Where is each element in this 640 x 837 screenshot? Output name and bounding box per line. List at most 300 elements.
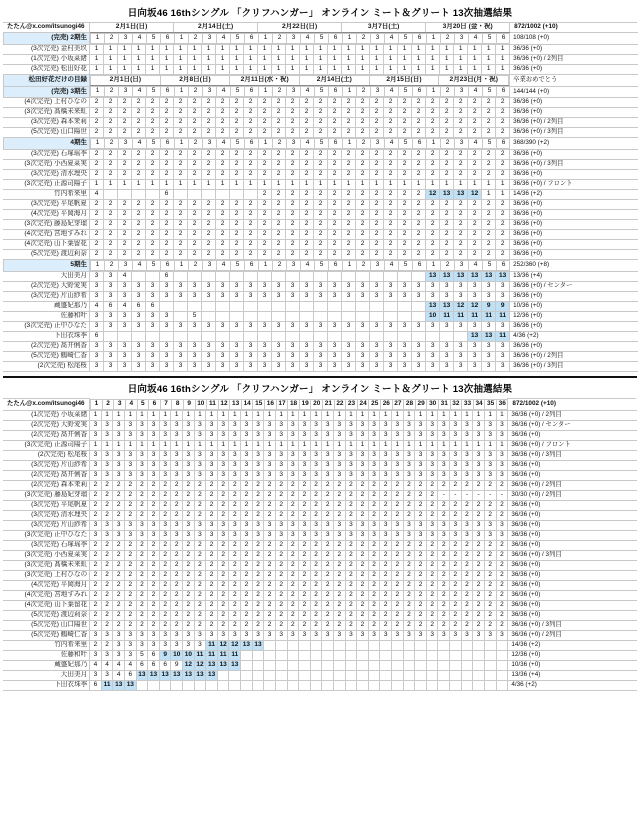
slot-cell: 11 <box>454 312 468 322</box>
slot-cell: 2 <box>188 250 202 260</box>
slot-cell: 1 <box>146 55 160 65</box>
slot-cell: 2 <box>258 108 272 118</box>
slot-cell: 2 <box>468 240 482 250</box>
column-number: 3 <box>455 139 469 149</box>
results-table-top <box>3 22 638 372</box>
slot-cell: 2 <box>90 620 102 630</box>
slot-cell: 3 <box>468 342 482 352</box>
slot-cell: 3 <box>148 470 160 480</box>
slot-cell: 2 <box>370 160 384 170</box>
slot-cell: 3 <box>484 630 496 640</box>
slot-cell: 2 <box>473 560 485 570</box>
member-total: 36/36 (+0) <box>508 510 637 520</box>
slot-cell: 2 <box>272 190 286 200</box>
slot-cell: 2 <box>230 98 244 108</box>
member-total: 36/36 (+0) <box>508 430 637 440</box>
table-row <box>4 272 638 282</box>
slot-cell: 2 <box>392 610 404 620</box>
slot-cell: 3 <box>241 420 253 430</box>
slot-cell: 2 <box>473 510 485 520</box>
slot-cell: 2 <box>450 620 462 630</box>
slot-cell <box>202 332 216 342</box>
slot-cell: 3 <box>272 282 286 292</box>
slot-cell <box>380 670 392 680</box>
slot-cell: 3 <box>272 352 286 362</box>
slot-cell: 1 <box>258 65 272 75</box>
slot-cell: 1 <box>244 65 258 75</box>
member-total: 36/36 (+0) <box>508 530 637 540</box>
slot-cell <box>342 332 356 342</box>
slot-cell <box>496 680 508 690</box>
slot-cell: 3 <box>496 342 510 352</box>
slot-cell: 2 <box>392 580 404 590</box>
slot-cell: 3 <box>287 450 299 460</box>
slot-cell: 3 <box>194 520 206 530</box>
slot-cell: 11 <box>101 680 113 690</box>
slot-cell: 2 <box>426 118 440 128</box>
table-row <box>4 670 637 680</box>
slot-cell: 1 <box>188 180 202 190</box>
slot-cell: 3 <box>252 470 264 480</box>
slot-cell: 2 <box>275 500 287 510</box>
slot-cell: 2 <box>90 550 102 560</box>
slot-cell: 3 <box>118 342 132 352</box>
slot-cell: 3 <box>272 362 286 372</box>
slot-cell: 1 <box>264 410 276 420</box>
slot-cell: 2 <box>398 118 412 128</box>
column-number: 4 <box>133 34 147 44</box>
slot-cell: 2 <box>244 210 258 220</box>
slot-cell: 2 <box>287 510 299 520</box>
member-total: 36/36 (+0) <box>508 590 637 600</box>
slot-cell: 2 <box>328 150 342 160</box>
slot-cell: 1 <box>482 45 496 55</box>
slot-cell: 2 <box>368 560 380 570</box>
slot-cell: 2 <box>450 590 462 600</box>
column-number: 2 <box>105 34 119 44</box>
group-total-3ki: 144/144 (+0) <box>510 86 638 98</box>
slot-cell <box>450 680 462 690</box>
slot-cell: 3 <box>368 520 380 530</box>
slot-cell: 3 <box>160 312 174 322</box>
slot-cell: 2 <box>440 150 454 160</box>
slot-cell: 1 <box>159 410 171 420</box>
slot-cell: 2 <box>482 170 496 180</box>
slot-cell: 2 <box>403 540 415 550</box>
slot-cell <box>264 670 276 680</box>
slot-cell: 2 <box>104 250 118 260</box>
slot-cell: 3 <box>275 470 287 480</box>
slot-cell: 1 <box>188 55 202 65</box>
slot-cell <box>450 660 462 670</box>
slot-cell: 1 <box>188 45 202 55</box>
slot-cell: 2 <box>275 510 287 520</box>
slot-cell: 2 <box>229 540 241 550</box>
slot-cell: 1 <box>438 440 450 450</box>
slot-cell: 3 <box>440 292 454 302</box>
column-number: 12 <box>218 399 230 409</box>
slot-cell: 3 <box>300 362 314 372</box>
slot-cell: 2 <box>160 170 174 180</box>
slot-cell: 3 <box>171 530 183 540</box>
slot-cell: 1 <box>244 45 258 55</box>
page-title-bottom: 日向坂46 16thシングル 「クリフハンガー」 オンライン ミート＆グリート 13次抽選結果 <box>127 384 513 395</box>
slot-cell: 3 <box>244 292 258 302</box>
slot-cell: 2 <box>216 150 230 160</box>
slot-cell: 2 <box>258 170 272 180</box>
slot-cell: 2 <box>264 490 276 500</box>
slot-cell: 2 <box>159 590 171 600</box>
slot-cell: 2 <box>450 480 462 490</box>
column-number: 29 <box>415 399 427 409</box>
slot-cell: 13 <box>440 272 454 282</box>
slot-cell: 1 <box>275 410 287 420</box>
slot-cell: 2 <box>333 610 345 620</box>
slot-cell: 2 <box>136 610 148 620</box>
slot-cell: 3 <box>403 420 415 430</box>
slot-cell: 2 <box>473 570 485 580</box>
slot-cell: 2 <box>171 610 183 620</box>
slot-cell: 2 <box>206 490 218 500</box>
slot-cell: 2 <box>345 590 357 600</box>
slot-cell: 13 <box>426 272 440 282</box>
slot-cell: 2 <box>299 480 311 490</box>
slot-cell: 2 <box>438 620 450 630</box>
slot-cell: 2 <box>342 220 356 230</box>
slot-cell: 3 <box>101 520 113 530</box>
slot-cell: 2 <box>496 570 508 580</box>
member-name: (2次完売) 松尾桜 <box>4 362 90 372</box>
slot-cell: 3 <box>403 530 415 540</box>
slot-cell <box>241 680 253 690</box>
slot-cell: 2 <box>461 540 473 550</box>
slot-cell: 3 <box>216 342 230 352</box>
column-number: 6 <box>245 139 259 149</box>
slot-cell: 1 <box>258 45 272 55</box>
slot-cell: 2 <box>426 220 440 230</box>
column-number: 35 <box>485 399 497 409</box>
column-number: 13 <box>230 399 242 409</box>
slot-cell <box>484 670 496 680</box>
slot-cell: 2 <box>426 580 438 590</box>
column-number: 6 <box>149 399 161 409</box>
slot-cell: 3 <box>380 460 392 470</box>
slot-cell: 2 <box>310 590 322 600</box>
column-number: 6 <box>413 139 427 149</box>
slot-cell: 3 <box>113 430 125 440</box>
slot-cell: 3 <box>370 362 384 372</box>
member-total: 36/36 (+0) / 2列目 <box>510 352 638 362</box>
table-row <box>4 540 637 550</box>
slot-cell: 2 <box>287 580 299 590</box>
slot-cell: 2 <box>370 170 384 180</box>
slot-cell: 2 <box>403 610 415 620</box>
slot-cell: 1 <box>230 55 244 65</box>
slot-cell: 2 <box>272 118 286 128</box>
slot-cell: 2 <box>380 580 392 590</box>
column-number: 6 <box>413 34 427 44</box>
slot-cell: 2 <box>342 118 356 128</box>
slot-cell: 2 <box>454 118 468 128</box>
slot-cell: 2 <box>356 160 370 170</box>
slot-cell: 2 <box>159 560 171 570</box>
slot-cell: 2 <box>159 510 171 520</box>
table-row <box>4 440 637 450</box>
slot-cell: 2 <box>229 500 241 510</box>
slot-cell: 2 <box>90 580 102 590</box>
slot-cell: 2 <box>454 98 468 108</box>
slot-cell: 2 <box>194 480 206 490</box>
slot-cell: 2 <box>188 160 202 170</box>
column-number: 5 <box>483 34 497 44</box>
slot-cell: 3 <box>160 322 174 332</box>
slot-cell: 6 <box>136 660 148 670</box>
slot-cell: 3 <box>426 630 438 640</box>
slot-cell: 2 <box>118 250 132 260</box>
slot-cell: 2 <box>426 480 438 490</box>
slot-cell: 2 <box>482 160 496 170</box>
slot-cell: 2 <box>148 540 160 550</box>
slot-cell: 1 <box>370 180 384 190</box>
slot-cell: 2 <box>258 200 272 210</box>
slot-cell <box>473 680 485 690</box>
slot-cell: 3 <box>454 282 468 292</box>
table-row <box>4 200 638 210</box>
slot-cell: 2 <box>368 570 380 580</box>
slot-cell: 3 <box>90 342 104 352</box>
slot-cell: 3 <box>412 322 426 332</box>
slot-cell: 3 <box>403 520 415 530</box>
slot-cell: 1 <box>426 45 440 55</box>
slot-cell: 2 <box>392 590 404 600</box>
slot-cell: 2 <box>482 150 496 160</box>
slot-cell: 3 <box>287 520 299 530</box>
slot-cell: 2 <box>146 98 160 108</box>
member-total: 36/36 (+0) <box>510 250 638 260</box>
member-name: (3次完売) 小西夏菜実 <box>4 550 90 560</box>
table-row <box>4 190 638 200</box>
slot-cell: 2 <box>328 230 342 240</box>
slot-cell: 1 <box>496 55 510 65</box>
slot-cell: 2 <box>217 600 229 610</box>
slot-cell: 2 <box>412 210 426 220</box>
slot-cell: 2 <box>328 170 342 180</box>
slot-cell: 3 <box>146 342 160 352</box>
column-number: 14 <box>241 399 253 409</box>
slot-cell: 2 <box>194 610 206 620</box>
slot-cell: 2 <box>368 600 380 610</box>
slot-cell: 2 <box>370 200 384 210</box>
table-row <box>4 430 637 440</box>
slot-cell: 3 <box>368 460 380 470</box>
slot-cell: 2 <box>171 490 183 500</box>
slot-cell: 2 <box>160 220 174 230</box>
slot-cell <box>230 312 244 322</box>
slot-cell: 4 <box>101 660 113 670</box>
slot-cell: 1 <box>217 440 229 450</box>
table-row <box>4 45 638 55</box>
slot-cell: 1 <box>160 55 174 65</box>
slot-cell: 13 <box>241 640 253 650</box>
column-number: 4 <box>133 139 147 149</box>
slot-cell: 2 <box>160 160 174 170</box>
slot-cell: 2 <box>403 510 415 520</box>
slot-cell: 2 <box>415 570 427 580</box>
slot-cell: 2 <box>392 570 404 580</box>
column-number: 4 <box>217 34 231 44</box>
slot-cell: 2 <box>310 570 322 580</box>
table-row <box>4 450 637 460</box>
slot-cell: 3 <box>412 352 426 362</box>
slot-cell: 2 <box>426 128 440 138</box>
slot-cell: 1 <box>125 440 137 450</box>
slot-cell: 3 <box>496 520 508 530</box>
slot-cell <box>392 680 404 690</box>
slot-cell: 3 <box>357 470 369 480</box>
member-name: (5次完売) 鶴崎仁香 <box>4 630 90 640</box>
slot-cell: 4 <box>90 302 104 312</box>
slot-cell: 9 <box>171 660 183 670</box>
slot-cell: 3 <box>357 520 369 530</box>
column-number: 3 <box>119 261 133 271</box>
column-number: 26 <box>381 399 393 409</box>
slot-cell <box>333 650 345 660</box>
slot-cell: 2 <box>342 128 356 138</box>
slot-cell: 3 <box>217 420 229 430</box>
slot-cell: 3 <box>136 530 148 540</box>
slot-cell: 3 <box>380 420 392 430</box>
slot-cell: 3 <box>171 450 183 460</box>
slot-cell <box>217 670 229 680</box>
slot-cell: 1 <box>370 55 384 65</box>
slot-cell: 3 <box>415 630 427 640</box>
slot-cell <box>380 660 392 670</box>
slot-cell: 3 <box>183 630 195 640</box>
column-number: 5 <box>315 87 329 97</box>
slot-cell: 1 <box>461 410 473 420</box>
slot-cell: 2 <box>461 560 473 570</box>
slot-cell: 2 <box>426 230 440 240</box>
slot-cell: 2 <box>244 108 258 118</box>
slot-cell: 2 <box>368 590 380 600</box>
slot-cell: 2 <box>370 190 384 200</box>
slot-cell: 3 <box>264 520 276 530</box>
slot-cell: 3 <box>398 282 412 292</box>
member-name: (3次完売) 正源司陽子 <box>4 180 90 190</box>
slot-cell: 2 <box>194 490 206 500</box>
slot-cell: 1 <box>206 440 218 450</box>
slot-cell: 2 <box>229 590 241 600</box>
slot-cell: 2 <box>90 570 102 580</box>
slot-cell: 3 <box>496 430 508 440</box>
slot-cell: 3 <box>299 420 311 430</box>
slot-cell: 2 <box>286 108 300 118</box>
table-row <box>4 292 638 302</box>
slot-cell: 3 <box>101 530 113 540</box>
slot-cell: 1 <box>392 440 404 450</box>
column-number: 4 <box>469 34 483 44</box>
slot-cell: 2 <box>202 160 216 170</box>
slot-cell <box>272 312 286 322</box>
column-number: 2 <box>102 399 114 409</box>
slot-cell: 2 <box>275 610 287 620</box>
slot-cell: 2 <box>272 230 286 240</box>
slot-cell: 2 <box>241 610 253 620</box>
page-title-top: 日向坂46 16thシングル 「クリフハンガー」 オンライン ミート＆グリート 13次抽選結果 <box>127 8 513 19</box>
slot-cell: 3 <box>229 530 241 540</box>
slot-cell: 3 <box>183 420 195 430</box>
slot-cell: 1 <box>230 65 244 75</box>
column-number: 27 <box>392 399 404 409</box>
slot-cell <box>132 190 146 200</box>
slot-cell: 2 <box>426 550 438 560</box>
slot-cell: 3 <box>275 630 287 640</box>
slot-cell: 3 <box>322 470 334 480</box>
slot-cell: 11 <box>206 650 218 660</box>
slot-cell: 3 <box>252 450 264 460</box>
slot-cell: 2 <box>229 480 241 490</box>
slot-cell: 2 <box>370 230 384 240</box>
column-number: 4 <box>217 139 231 149</box>
slot-cell <box>272 332 286 342</box>
slot-cell: 2 <box>310 610 322 620</box>
slot-cell: 3 <box>368 450 380 460</box>
slot-cell: 11 <box>468 312 482 322</box>
slot-cell: 1 <box>380 410 392 420</box>
slot-cell: 2 <box>136 570 148 580</box>
slot-cell: 3 <box>426 362 440 372</box>
slot-cell: 2 <box>217 590 229 600</box>
member-total: 12/36 (+0) <box>510 312 638 322</box>
table-row <box>4 420 637 430</box>
slot-cell: 1 <box>384 180 398 190</box>
slot-cell: 1 <box>412 65 426 75</box>
slot-cell <box>258 332 272 342</box>
slot-cell <box>230 190 244 200</box>
slot-cell: 3 <box>392 470 404 480</box>
slot-cell: 1 <box>118 65 132 75</box>
slot-cell <box>357 640 369 650</box>
slot-cell: 1 <box>412 45 426 55</box>
slot-cell: 2 <box>160 200 174 210</box>
slot-cell: 13 <box>496 272 510 282</box>
column-number: 4 <box>469 139 483 149</box>
slot-cell: 1 <box>398 65 412 75</box>
slot-cell: 2 <box>101 600 113 610</box>
slot-cell: 2 <box>357 510 369 520</box>
member-name: (3次完売) 平尾帆夏 <box>4 200 90 210</box>
slot-cell: 13 <box>454 190 468 200</box>
slot-cell: 2 <box>136 590 148 600</box>
slot-cell: 2 <box>101 640 113 650</box>
slot-cell: 1 <box>398 180 412 190</box>
slot-cell: 2 <box>90 128 104 138</box>
slot-cell <box>357 650 369 660</box>
member-total: 36/36 (+0) <box>510 240 638 250</box>
slot-cell: 2 <box>272 160 286 170</box>
slot-cell: 3 <box>286 342 300 352</box>
slot-cell: 1 <box>300 45 314 55</box>
slot-cell <box>286 332 300 342</box>
slot-cell: 3 <box>496 282 510 292</box>
slot-cell: 3 <box>300 352 314 362</box>
slot-cell: 2 <box>252 570 264 580</box>
member-total: 14/36 (+2) <box>510 190 638 200</box>
member-total: 36/36 (+0) <box>510 45 638 55</box>
slot-cell <box>258 302 272 312</box>
slot-cell: 2 <box>229 560 241 570</box>
slot-cell <box>216 190 230 200</box>
